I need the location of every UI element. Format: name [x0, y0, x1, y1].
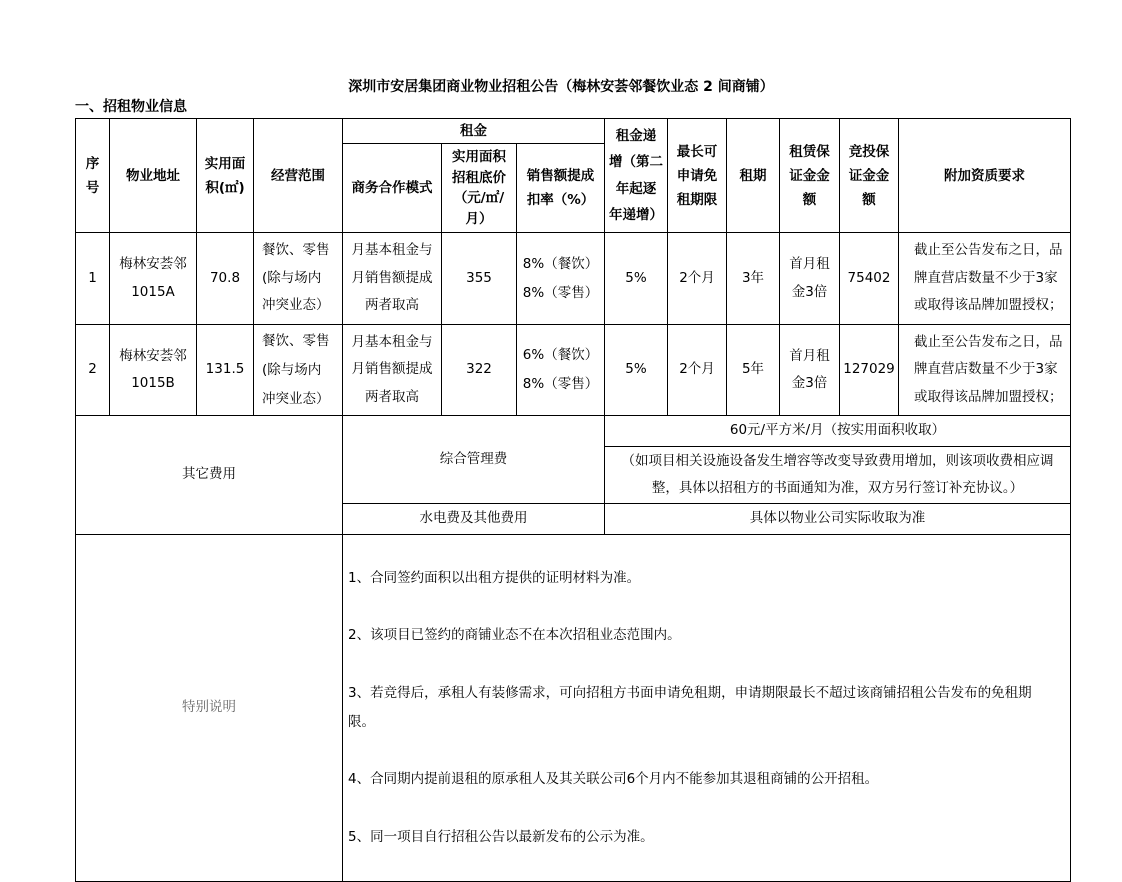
cell-base-price: 322 — [442, 325, 517, 416]
header-lease-deposit: 租赁保 证金金 额 — [780, 119, 840, 233]
cell-address: 梅林安荟邻 1015A — [110, 233, 197, 325]
cell-lease-term: 5年 — [727, 325, 780, 416]
header-qualification: 附加资质要求 — [899, 119, 1071, 233]
header-base-price: 实用面积 招租底价 （元/㎡/ 月） — [442, 144, 517, 233]
cell-bid-deposit: 75402 — [840, 233, 899, 325]
header-area: 实用面 积(㎡) — [197, 119, 254, 233]
header-bid-deposit: 竞投保 证金金 额 — [840, 119, 899, 233]
cell-rent-increase: 5% — [605, 233, 668, 325]
header-business-scope: 经营范围 — [254, 119, 343, 233]
header-rent-group: 租金 — [343, 119, 605, 144]
cell-qualification: 截止至公告发布之日，品 牌直营店数量不少于3家 或取得该品牌加盟授权； — [899, 325, 1071, 416]
cell-lease-deposit: 首月租 金3倍 — [780, 233, 840, 325]
header-cooperation-mode: 商务合作模式 — [343, 144, 442, 233]
property-table — [75, 118, 1071, 882]
table-row — [76, 325, 1071, 416]
cell-commission-rate: 8%（餐饮） 8%（零售） — [517, 233, 605, 325]
header-rent-increase: 租金递 增（第二 年起逐 年递增） — [605, 119, 668, 233]
cell-cooperation-mode: 月基本租金与 月销售额提成 两者取高 — [343, 325, 442, 416]
cell-rent-free-period: 2个月 — [668, 325, 727, 416]
cell-qualification: 截止至公告发布之日，品 牌直营店数量不少于3家 或取得该品牌加盟授权； — [899, 233, 1071, 325]
cell-area: 131.5 — [197, 325, 254, 416]
cell-rent-free-period: 2个月 — [668, 233, 727, 325]
special-note-item: 1、合同签约面积以出租方提供的证明材料为准。 — [348, 569, 641, 586]
fees-row — [76, 416, 1071, 447]
special-notes-row — [76, 535, 1071, 882]
header-address: 物业地址 — [110, 119, 197, 233]
cell-rent-increase: 5% — [605, 325, 668, 416]
header-commission-rate: 销售额提成 扣率（%） — [517, 144, 605, 233]
table-row — [76, 233, 1071, 325]
special-notes-list — [343, 535, 1071, 882]
cell-cooperation-mode: 月基本租金与 月销售额提成 两者取高 — [343, 233, 442, 325]
special-note-item: 4、合同期内提前退租的原承租人及其关联公司6个月内不能参加其退租商铺的公开招租。 — [348, 771, 879, 788]
cell-index: 1 — [76, 233, 110, 325]
special-note-item: 3、若竞得后，承租人有装修需求，可向招租方书面申请免租期，申请期限最长不超过该商铺招租公告发布的免租期 限。 — [348, 684, 1032, 730]
management-fee-rate: 60元/平方米/月（按实用面积收取） — [605, 416, 1071, 447]
management-fee-label: 综合管理费 — [343, 416, 605, 504]
utilities-fee-value: 具体以物业公司实际收取为准 — [605, 504, 1071, 535]
cell-business-scope: 餐饮、零售 (除与场内 冲突业态） — [254, 233, 343, 325]
section-heading: 一、招租物业信息 — [75, 99, 187, 115]
cell-lease-term: 3年 — [727, 233, 780, 325]
header-index: 序 号 — [76, 119, 110, 233]
cell-base-price: 355 — [442, 233, 517, 325]
cell-area: 70.8 — [197, 233, 254, 325]
other-fees-label: 其它费用 — [76, 416, 343, 535]
cell-address: 梅林安荟邻 1015B — [110, 325, 197, 416]
cell-commission-rate: 6%（餐饮） 8%（零售） — [517, 325, 605, 416]
cell-index: 2 — [76, 325, 110, 416]
document-title: 深圳市安居集团商业物业招租公告（梅林安荟邻餐饮业态 2 间商铺） — [348, 79, 774, 95]
table-header-row — [76, 119, 1071, 144]
special-note-item: 5、同一项目自行招租公告以最新发布的公示为准。 — [348, 828, 654, 845]
header-lease-term: 租期 — [727, 119, 780, 233]
cell-business-scope: 餐饮、零售 (除与场内 冲突业态） — [254, 325, 343, 416]
special-note-item: 2、该项目已签约的商铺业态不在本次招租业态范围内。 — [348, 627, 681, 644]
cell-lease-deposit: 首月租 金3倍 — [780, 325, 840, 416]
management-fee-note: （如项目相关设施设备发生增容等改变导致费用增加，则该项收费相应调 整，具体以招租方的书面通知为准，双方另行签订补充协议。） — [605, 447, 1071, 504]
utilities-fee-label: 水电费及其他费用 — [343, 504, 605, 535]
special-notes-label: 特别说明 — [76, 535, 343, 882]
cell-bid-deposit: 127029 — [840, 325, 899, 416]
header-rent-free-period: 最长可 申请免 租期限 — [668, 119, 727, 233]
